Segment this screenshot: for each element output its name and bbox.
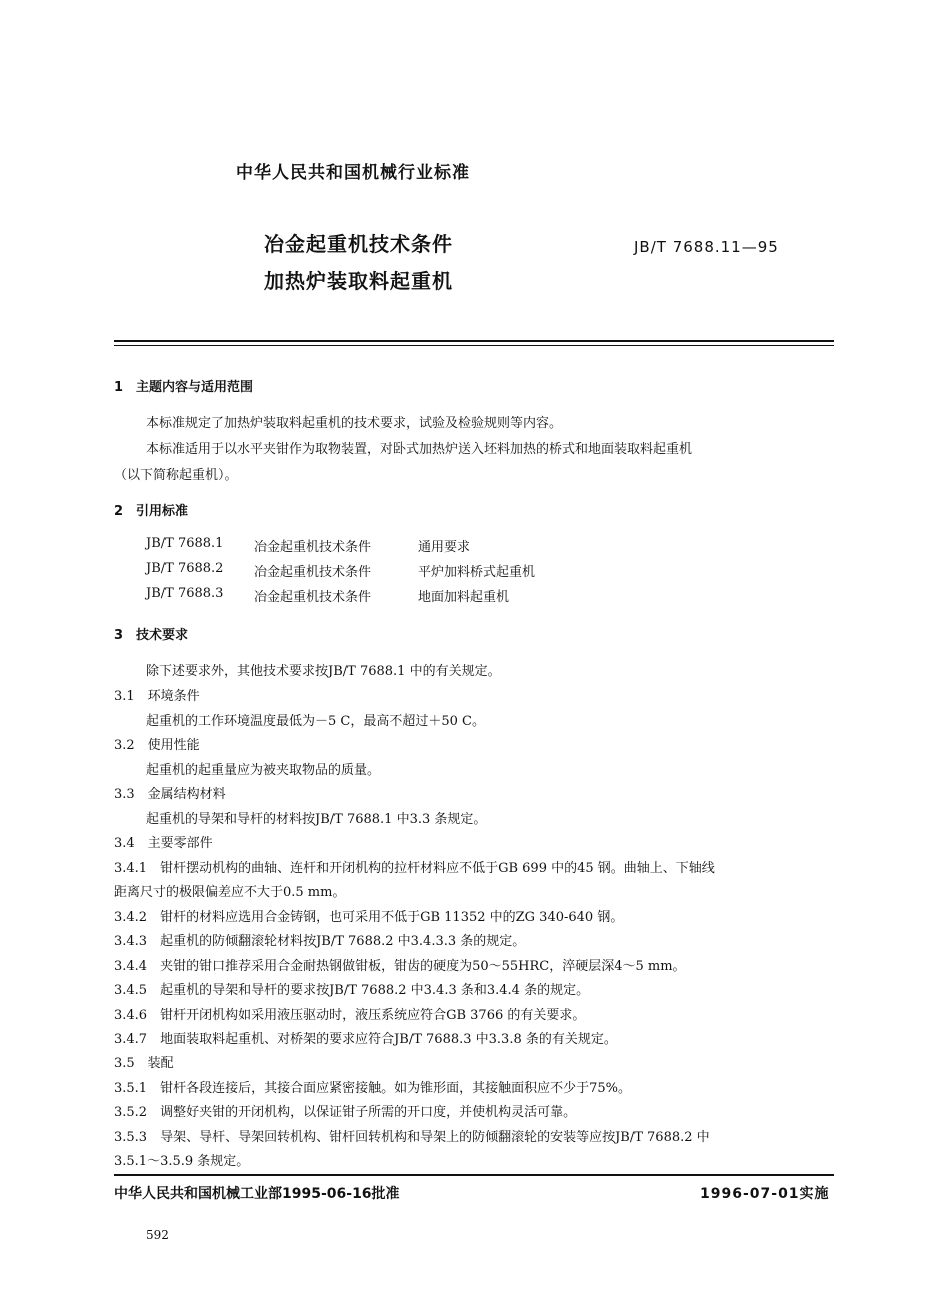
effective-date: 1996-07-01实施 [700,1186,830,1202]
reference-subtitle: 通用要求 [418,540,471,555]
reference-subtitle: 地面加料起重机 [418,590,510,605]
reference-code: JB/T 7688.3 [146,586,224,601]
section-1-heading: 1 主题内容与适用范围 [114,380,254,395]
clause-3-1-heading: 3.1 环境条件 [114,689,200,704]
clause-3-3-heading: 3.3 金属结构材料 [114,787,226,802]
clause-3-4-2: 3.4.2 钳杆的材料应选用合金铸钢，也可采用不低于GB 11352 中的ZG 340-640 钢。 [114,910,624,925]
reference-title: 冶金起重机技术条件 [254,540,372,555]
standard-title-line1: 冶金起重机技术条件 [264,232,453,256]
reference-subtitle: 平炉加料桥式起重机 [418,565,536,580]
clause-3-5-1: 3.5.1 钳杆各段连接后，其接合面应紧密接触。如为锥形面，其接触面积应不少于75%。 [114,1081,631,1096]
reference-title: 冶金起重机技术条件 [254,590,372,605]
clause-3-2-text: 起重机的起重量应为被夹取物品的质量。 [146,763,381,778]
clause-3-1-text: 起重机的工作环境温度最低为－5 C，最高不超过＋50 C。 [146,714,485,729]
section-1-paragraph-2-cont: （以下简称起重机）。 [114,468,238,483]
clause-3-5-heading: 3.5 装配 [114,1056,174,1071]
clause-3-4-heading: 3.4 主要零部件 [114,836,213,851]
clause-3-4-1: 3.4.1 钳杆摆动机构的曲轴、连杆和开闭机构的拉杆材料应不低于GB 699 中的45 钢。曲轴上、下轴线 [114,861,715,876]
standard-title-line2: 加热炉装取料起重机 [264,269,453,293]
clause-3-5-2: 3.5.2 调整好夹钳的开闭机构，以保证钳子所需的开口度，并使机构灵活可靠。 [114,1105,577,1120]
clause-3-4-7: 3.4.7 地面装取料起重机、对桥架的要求应符合JB/T 7688.3 中3.3.8 条的有关规定。 [114,1032,617,1047]
clause-3-4-6: 3.4.6 钳杆开闭机构如采用液压驱动时，液压系统应符合GB 3766 的有关要求。 [114,1008,586,1023]
clause-3-5-3-cont: 3.5.1～3.5.9 条规定。 [114,1154,250,1169]
clause-3-4-3: 3.4.3 起重机的防倾翻滚轮材料按JB/T 7688.2 中3.4.3.3 条的规定。 [114,934,526,949]
reference-code: JB/T 7688.2 [146,561,224,576]
section-3-intro: 除下述要求外，其他技术要求按JB/T 7688.1 中的有关规定。 [146,664,501,679]
clause-3-4-1-cont: 距离尺寸的极限偏差应不大于0.5 mm。 [114,885,346,900]
clause-3-4-4: 3.4.4 夹钳的钳口推荐采用合金耐热钢做钳板，钳齿的硬度为50～55HRC，淬硬层深4～5 mm。 [114,959,686,974]
reference-code: JB/T 7688.1 [146,536,224,551]
section-3-heading: 3 技术要求 [114,628,189,643]
industry-title: 中华人民共和国机械行业标准 [236,163,470,183]
clause-3-2-heading: 3.2 使用性能 [114,738,200,753]
clause-3-5-3: 3.5.3 导架、导杆、导架回转机构、钳杆回转机构和导架上的防倾翻滚轮的安装等应按JB/T 7688.2 中 [114,1130,710,1145]
header-rule-thick [114,340,834,342]
approval-text: 中华人民共和国机械工业部1995-06-16批准 [114,1186,400,1202]
reference-title: 冶金起重机技术条件 [254,565,372,580]
header-rule-thin [114,345,834,346]
standard-number: JB/T 7688.11—95 [634,238,779,256]
section-1-paragraph-2: 本标准适用于以水平夹钳作为取物装置，对卧式加热炉送入坯料加热的桥式和地面装取料起重机 [146,442,693,457]
section-2-heading: 2 引用标准 [114,504,189,519]
section-1-paragraph-1: 本标准规定了加热炉装取料起重机的技术要求，试验及检验规则等内容。 [146,416,563,431]
footer-rule [114,1174,834,1176]
clause-3-4-5: 3.4.5 起重机的导架和导杆的要求按JB/T 7688.2 中3.4.3 条和3.4.4 条的规定。 [114,983,590,998]
page-number: 592 [146,1228,169,1242]
clause-3-3-text: 起重机的导架和导杆的材料按JB/T 7688.1 中3.3 条规定。 [146,812,487,827]
